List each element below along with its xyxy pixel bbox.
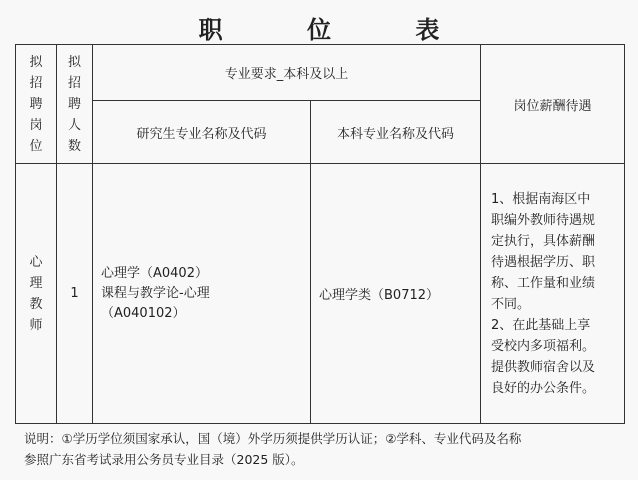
positions-table bbox=[15, 44, 625, 424]
footnote-line: 说明：①学历学位须国家承认，国（境）外学历须提供学历认证；②学科、专业代码及名称 bbox=[24, 431, 522, 446]
grad-major-line: 心理学（A0402） bbox=[101, 265, 208, 281]
pay-line: 不同。 bbox=[491, 296, 531, 312]
header-grad-majors: 研究生专业名称及代码 bbox=[93, 101, 311, 164]
cell-count: 1 bbox=[57, 164, 93, 424]
cell-pay bbox=[481, 164, 625, 424]
footnote bbox=[24, 428, 628, 470]
pay-line: 受校内多项福利。 bbox=[491, 338, 596, 354]
grad-major-line: （A040102） bbox=[101, 305, 186, 321]
cell-grad-majors bbox=[93, 164, 311, 424]
pay-line: 称、工作量和业绩 bbox=[491, 275, 596, 291]
pay-line: 提供教师宿舍以及 bbox=[491, 359, 596, 375]
pay-line: 职编外教师待遇规 bbox=[491, 212, 596, 228]
footnote-line: 参照广东省考试录用公务员专业目录（2025 版）。 bbox=[24, 452, 304, 467]
pay-line: 2、在此基础上享 bbox=[491, 317, 591, 333]
pay-line: 1、根据南海区中 bbox=[491, 191, 591, 207]
header-pay: 岗位薪酬待遇 bbox=[481, 45, 625, 164]
pay-line: 良好的办公条件。 bbox=[491, 380, 596, 396]
header-count: 拟招聘人数 bbox=[57, 45, 93, 164]
header-requirement: 专业要求_本科及以上 bbox=[93, 45, 481, 101]
cell-post: 心理教师 bbox=[16, 164, 57, 424]
pay-line: 定执行，具体薪酬 bbox=[491, 233, 596, 249]
header-undergrad-major: 本科专业名称及代码 bbox=[311, 101, 481, 164]
page-title: 职 位 表 bbox=[198, 15, 478, 44]
header-post: 拟招聘岗位 bbox=[16, 45, 57, 164]
grad-major-line: 课程与教学论-心理 bbox=[101, 285, 210, 301]
cell-undergrad-major: 心理学类（B0712） bbox=[311, 164, 481, 424]
pay-line: 待遇根据学历、职 bbox=[491, 254, 596, 270]
